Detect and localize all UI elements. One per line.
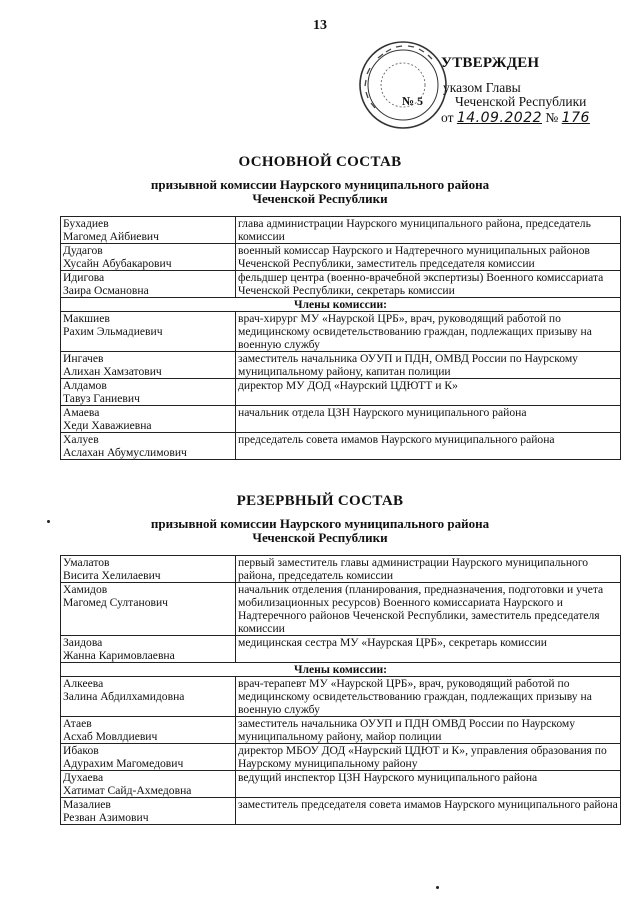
table-row xyxy=(61,271,621,298)
person-role: начальник отделения (планирования, предназначения, подготовки и учета мобилизационных ресурсов) Военного комиссариата Наурского и Надтеречного районов Чеченской Республики, заместитель председателя комиссии xyxy=(236,583,621,636)
table-row xyxy=(61,744,621,771)
date-prefix: от xyxy=(441,110,454,125)
person-role: председатель совета имамов Наурского муниципального района xyxy=(236,433,621,460)
person-name: Дудагов Хусайн Абубакарович xyxy=(61,244,236,271)
main-section-title: ОСНОВНОЙ СОСТАВ xyxy=(238,154,402,170)
number-prefix: № xyxy=(545,110,559,125)
table-row xyxy=(61,379,621,406)
approval-date-line xyxy=(441,110,591,126)
table-row xyxy=(61,798,621,825)
person-name: Мазалиев Резван Азимович xyxy=(61,798,236,825)
table-row xyxy=(61,717,621,744)
main-section-subtitle-2: Чеченской Республики xyxy=(252,191,388,206)
person-name: Алкеева Залина Абдилхамидовна xyxy=(61,677,236,717)
reserve-roster-table xyxy=(60,555,621,825)
person-name: Алдамов Тавуз Ганиевич xyxy=(61,379,236,406)
table-row xyxy=(61,352,621,379)
table-row xyxy=(61,217,621,244)
person-name: Амаева Хеди Хаважиевна xyxy=(61,406,236,433)
person-role: ведущий инспектор ЦЗН Наурского муниципального района xyxy=(236,771,621,798)
approval-line-1: указом Главы xyxy=(443,80,521,95)
handwritten-number: 176 xyxy=(561,110,590,126)
members-heading: Члены комиссии: xyxy=(61,298,621,312)
person-role: военный комиссар Наурского и Надтеречного муниципальных районов Чеченской Республики, заместитель председателя комиссии xyxy=(236,244,621,271)
official-seal xyxy=(358,40,448,130)
reserve-section-title: РЕЗЕРВНЫЙ СОСТАВ xyxy=(236,493,404,509)
person-name: Бухадиев Магомед Айбиевич xyxy=(61,217,236,244)
person-name: Духаева Хатимат Сайд-Ахмедовна xyxy=(61,771,236,798)
main-roster-table xyxy=(60,216,621,460)
handwritten-date: 14.09.2022 xyxy=(456,110,543,126)
members-heading: Члены комиссии: xyxy=(61,663,621,677)
table-row xyxy=(61,677,621,717)
person-name: Идигова Заира Османовна xyxy=(61,271,236,298)
table-row xyxy=(61,433,621,460)
person-role: начальник отдела ЦЗН Наурского муниципального района xyxy=(236,406,621,433)
person-name: Заидова Жанна Каримовлаевна xyxy=(61,636,236,663)
person-name: Ибаков Адурахим Магомедович xyxy=(61,744,236,771)
person-role: директор МУ ДОД «Наурский ЦДЮТТ и К» xyxy=(236,379,621,406)
person-role: фельдшер центра (военно-врачебной экспертизы) Военного комиссариата Чеченской Республики, секретарь комиссии xyxy=(236,271,621,298)
page-number: 13 xyxy=(313,18,327,33)
members-heading-row xyxy=(61,663,621,677)
person-role: медицинская сестра МУ «Наурская ЦРБ», секретарь комиссии xyxy=(236,636,621,663)
table-row xyxy=(61,244,621,271)
person-name: Халуев Аслахан Абумуслимович xyxy=(61,433,236,460)
person-name: Умалатов Висита Хелилаевич xyxy=(61,556,236,583)
table-row xyxy=(61,771,621,798)
approval-line-2: Чеченской Республики xyxy=(455,94,587,109)
person-name: Ингачев Алихан Хамзатович xyxy=(61,352,236,379)
person-role: врач-хирург МУ «Наурской ЦРБ», врач, руководящий работой по медицинскому освидетельствованию граждан, подлежащих призыву на военную службу xyxy=(236,312,621,352)
table-row xyxy=(61,312,621,352)
table-row xyxy=(61,556,621,583)
main-section-subtitle-1: призывной комиссии Наурского муниципального района xyxy=(150,177,490,192)
person-role: заместитель председателя совета имамов Наурского муниципального района xyxy=(236,798,621,825)
approval-title: УТВЕРЖДЕН xyxy=(441,55,540,71)
person-role: первый заместитель главы администрации Наурского муниципального района, председатель комиссии xyxy=(236,556,621,583)
person-name: Макшиев Рахим Эльмадиевич xyxy=(61,312,236,352)
person-role: заместитель начальника ОУУП и ПДН ОМВД России по Наурскому муниципальному району, майор полиции xyxy=(236,717,621,744)
table-row xyxy=(61,583,621,636)
table-row xyxy=(61,636,621,663)
person-role: врач-терапевт МУ «Наурской ЦРБ», врач, руководящий работой по медицинскому освидетельствованию граждан, подлежащих призыву на военную службу xyxy=(236,677,621,717)
person-role: директор МБОУ ДОД «Наурский ЦДЮТ и К», управления образования по Наурскому муниципальному району xyxy=(236,744,621,771)
person-role: глава администрации Наурского муниципального района, председатель комиссии xyxy=(236,217,621,244)
reserve-section-subtitle-2: Чеченской Республики xyxy=(252,530,388,545)
person-name: Хамидов Магомед Султанович xyxy=(61,583,236,636)
person-role: заместитель начальника ОУУП и ПДН, ОМВД России по Наурскому муниципальному району, капитан полиции xyxy=(236,352,621,379)
scan-speck xyxy=(47,520,50,523)
table-row xyxy=(61,406,621,433)
reserve-section-subtitle-1: призывной комиссии Наурского муниципального района xyxy=(150,516,490,531)
seal-number: № 5 xyxy=(402,94,424,108)
person-name: Атаев Асхаб Мовлдиевич xyxy=(61,717,236,744)
members-heading-row xyxy=(61,298,621,312)
scan-speck xyxy=(436,886,439,889)
